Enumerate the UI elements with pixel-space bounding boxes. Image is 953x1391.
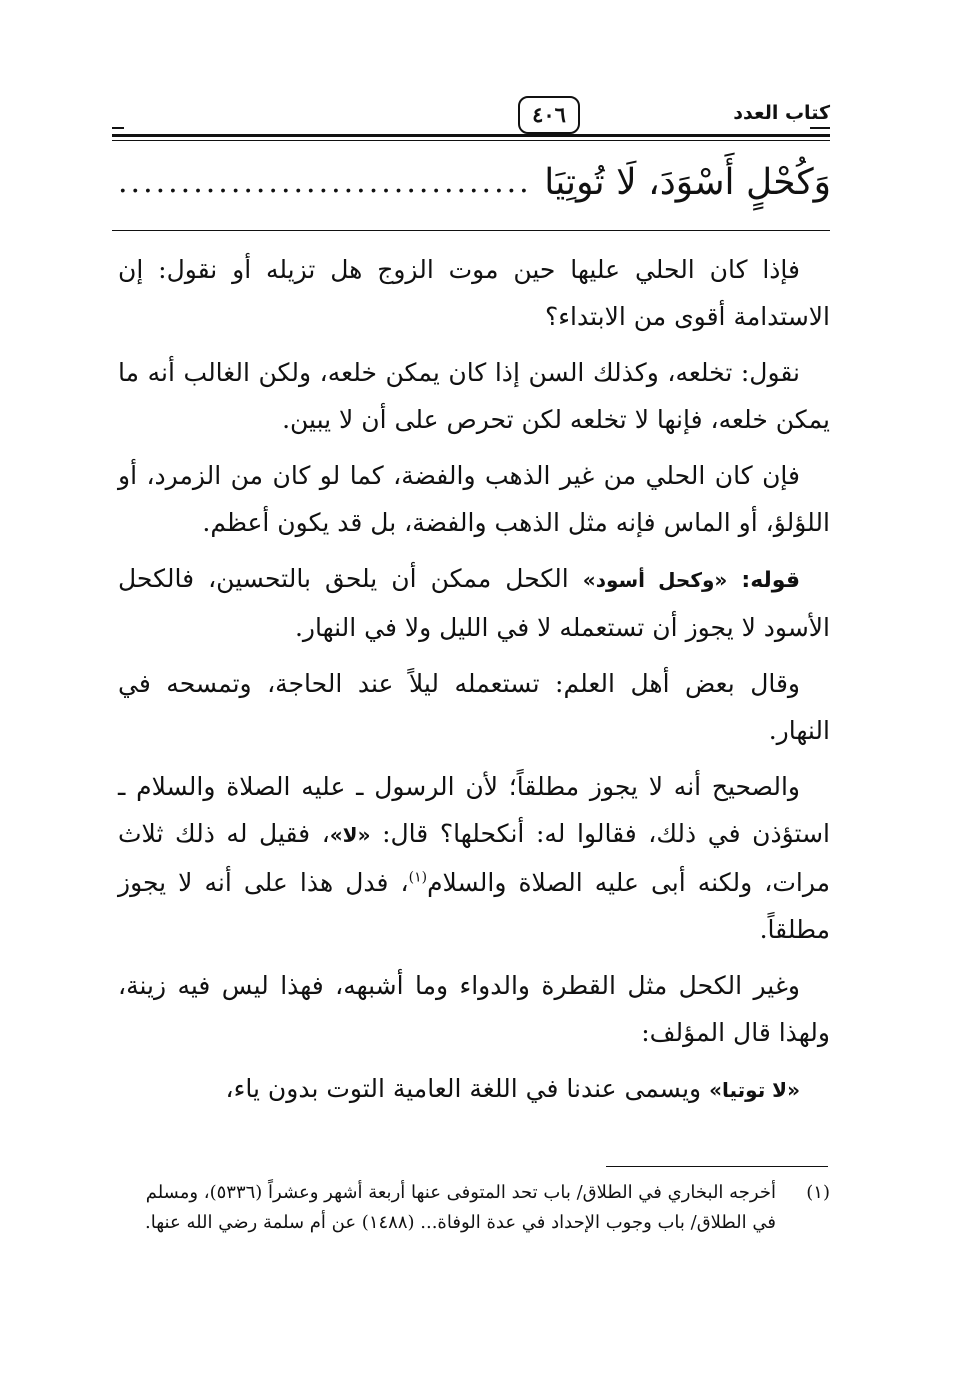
paragraph-text: ، فقيل له ذلك ثلاث مرات، ولكنه أبى عليه الصلاة والسلام [118,819,831,897]
paragraph-text: ، فدل هذا على أنه لا يجوز مطلقاً. [118,868,830,944]
paragraph: فإن كان الحلي من غير الذهب والفضة، كما لو كان من الزمرد، أو اللؤلؤ، أو الماس فإنه مثل الذهب والفضة، بل قد يكون أعظم. [118,461,830,537]
header-rule-ornament [112,127,124,129]
matn-quote: «لا توتيا» [709,1078,800,1102]
page-number: ٤٠٦ [518,96,580,134]
footnote-number: (١) [806,1182,830,1203]
footnote-marker[interactable]: (١) [408,869,428,886]
page-header [112,96,830,146]
paragraph: فإذا كان الحلي عليها حين موت الزوج هل تزيله أو نقول: إن الاستدامة أقوى من الابتداء؟ [118,255,830,331]
paragraph-text: ويسمى عندنا في اللغة العامية التوت بدون ياء، [225,1074,702,1103]
matn-divider [112,230,830,231]
footnote [118,1178,830,1238]
matn-dots: ................................. [118,165,532,200]
matn-quote: «وكحل أسود» [582,568,728,592]
header-rule-thin [112,140,830,141]
paragraph [118,555,830,651]
paragraph [118,1065,830,1114]
paragraph: وقال بعض أهل العلم: تستعمله ليلاً عند الحاجة، وتمسحه في النهار. [118,669,830,745]
body-text [118,246,830,1123]
hadith-quote: «لا» [329,823,371,847]
paragraph [118,763,830,953]
paragraph-text: الكحل ممكن أن يلحق بالتحسين، فالكحل الأسود لا يجوز أن تستعمله لا في الليل ولا في النهار. [118,564,830,642]
qawl-label: قوله: [741,568,800,593]
footnote-divider [606,1166,828,1167]
paragraph: نقول: تخلعه، وكذلك السن إذا كان يمكن خلعه، ولكن الغالب أنه ما يمكن خلعه، فإنها لا تخلعه لكن تحرص على أن لا يبين. [118,358,830,434]
book-title: كتاب العدد [733,102,830,124]
header-rule-ornament [810,127,830,129]
matn-text: وَكُحْلٍ أَسْوَدَ، لَا تُوتِيَا [544,162,831,203]
header-rule-thick [112,134,830,137]
paragraph: وغير الكحل مثل القطرة والدواء وما أشبهه، فهذا ليس فيه زينة، ولهذا قال المؤلف: [118,971,830,1047]
paragraph-text: والصحيح أنه لا يجوز مطلقاً؛ لأن الرسول ـ عليه الصلاة والسلام ـ استؤذن في ذلك، فقالوا له: أنكحلها؟ قال: [118,772,830,848]
footnote-text: أخرجه البخاري في الطلاق/ باب تحد المتوفى عنها أربعة أشهر وعشراً (٥٣٣٦)، ومسلم في الطلاق/ باب وجوب الإحداد في عدة الوفاة... (١٤٨٨) عن أم سلمة رضي الله عنها. [145,1182,776,1233]
